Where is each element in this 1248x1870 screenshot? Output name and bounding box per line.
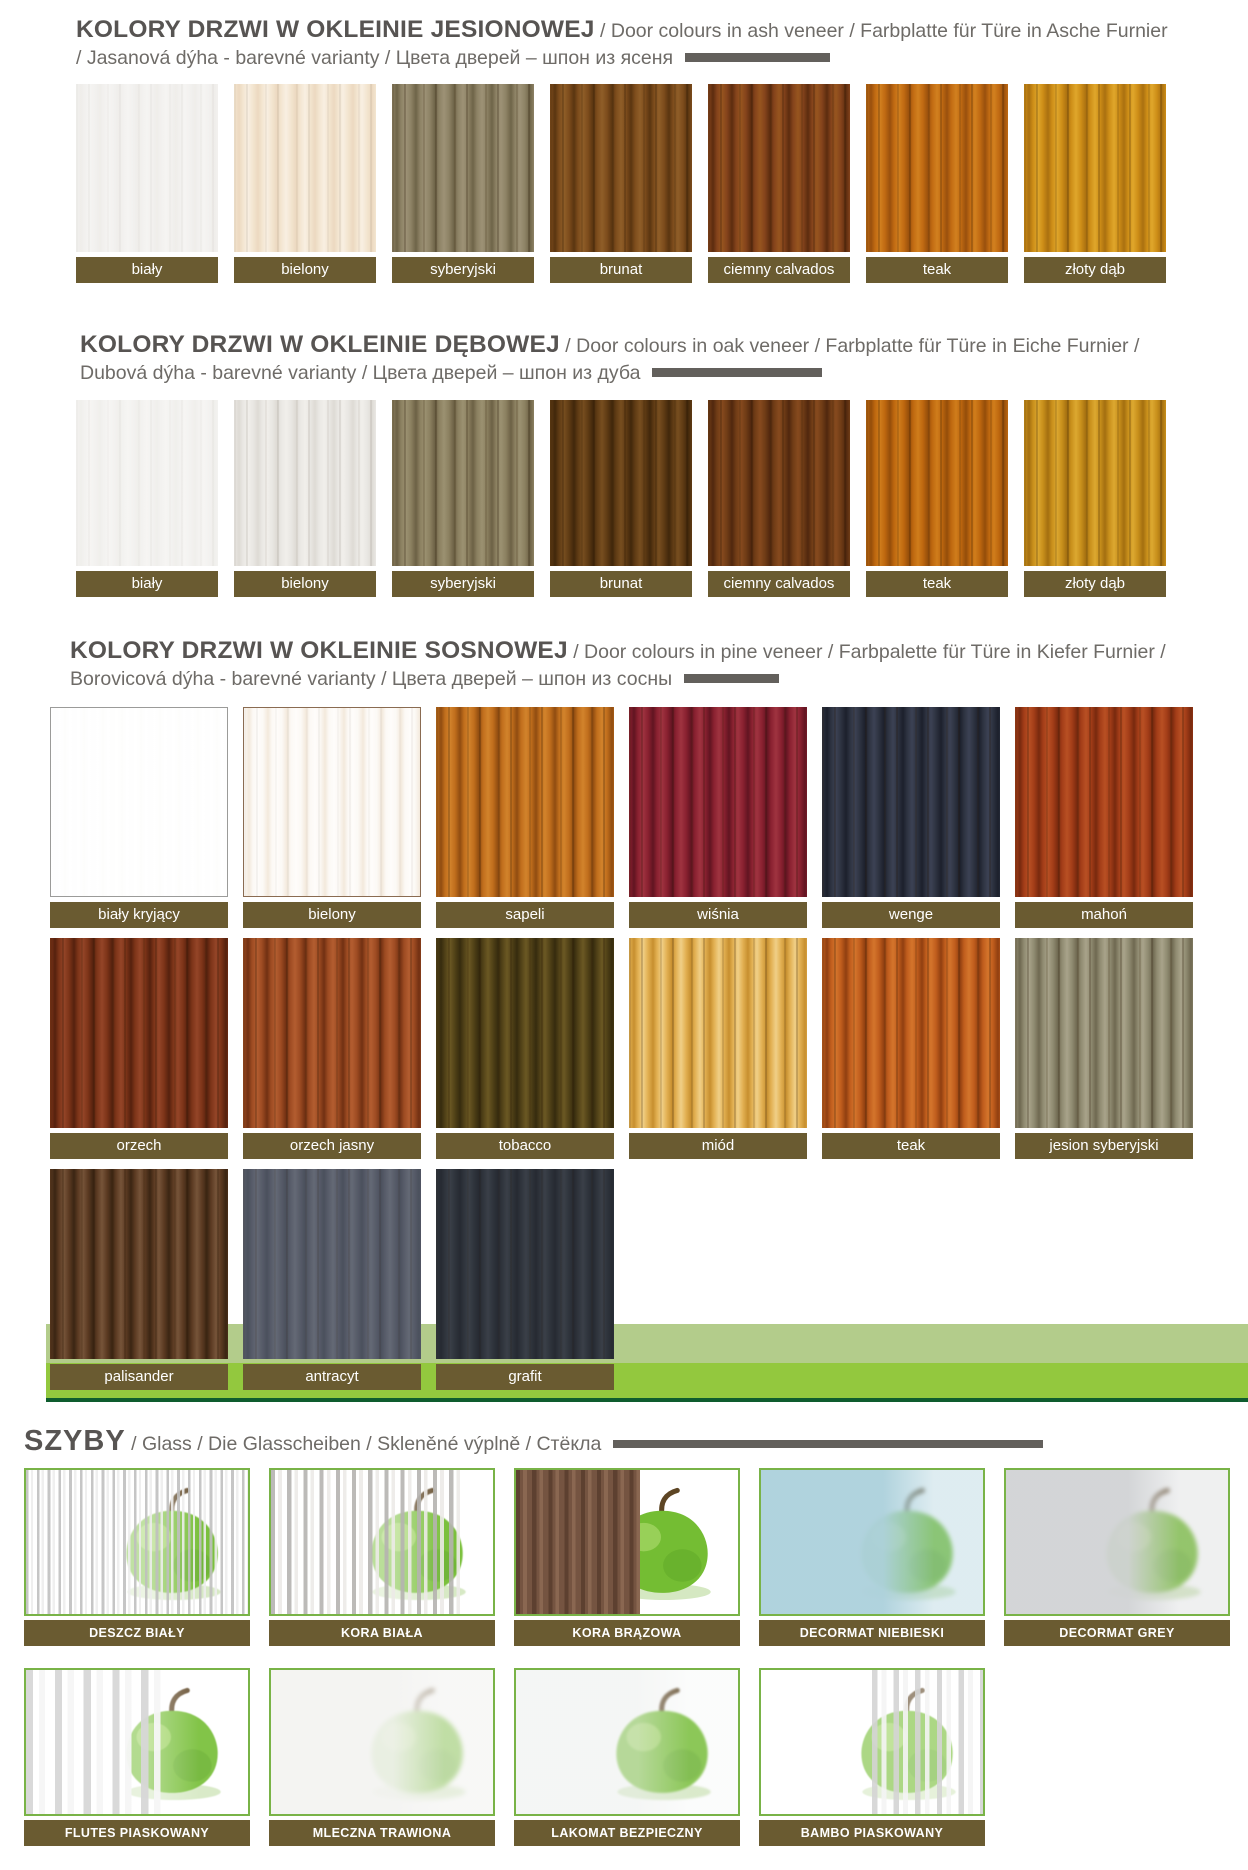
wood-swatch-image: [76, 84, 218, 252]
veneer-swatch-cell: [50, 1169, 228, 1390]
glass-tile-cell: [269, 1668, 495, 1846]
swatch-label: ciemny calvados: [708, 571, 850, 597]
wood-swatch-image: [234, 84, 376, 252]
veneer-swatch-cell: [436, 938, 614, 1159]
glass-tile-cell: [759, 1668, 985, 1846]
veneer-swatch-cell: [1015, 707, 1193, 928]
glass-tile-cell: [514, 1468, 740, 1646]
glass-label: DESZCZ BIAŁY: [24, 1620, 250, 1646]
wood-swatch-image: [234, 400, 376, 566]
glass-label: KORA BRĄZOWA: [514, 1620, 740, 1646]
wood-swatch-image: [708, 84, 850, 252]
ash-swatch-row: [76, 84, 1248, 283]
pine-swatch-row-3: [50, 1169, 1208, 1390]
glass-label: FLUTES PIASKOWANY: [24, 1820, 250, 1846]
swatch-label: bielony: [234, 257, 376, 283]
wood-swatch-image: [243, 938, 421, 1128]
pine-bottom-row-with-band: [50, 1169, 1208, 1405]
glass-texture: [872, 1670, 983, 1814]
swatch-label: tobacco: [436, 1133, 614, 1159]
veneer-swatch-cell: [708, 84, 850, 283]
swatch-label: jesion syberyjski: [1015, 1133, 1193, 1159]
swatch-label: sapeli: [436, 902, 614, 928]
veneer-swatch-cell: [392, 84, 534, 283]
veneer-swatch-cell: [243, 1169, 421, 1390]
section-ash-title-bold: KOLORY DRZWI W OKLEINIE JESIONOWEJ: [76, 16, 595, 43]
wood-swatch-image: [550, 84, 692, 252]
green-band-dark-line: [46, 1398, 1248, 1402]
wood-swatch-image: [708, 400, 850, 566]
section-glass-title: [24, 1425, 1224, 1458]
veneer-swatch-cell: [392, 400, 534, 597]
swatch-label: grafit: [436, 1364, 614, 1390]
wood-swatch-image: [866, 84, 1008, 252]
swatch-label: wiśnia: [629, 902, 807, 928]
swatch-label: brunat: [550, 257, 692, 283]
glass-tile: [269, 1468, 495, 1616]
wood-swatch-image: [1015, 938, 1193, 1128]
glass-texture: [26, 1670, 164, 1814]
veneer-swatch-cell: [629, 938, 807, 1159]
swatch-label: mahoń: [1015, 902, 1193, 928]
oak-swatch-row: [76, 400, 1248, 597]
glass-tile: [269, 1668, 495, 1816]
veneer-swatch-cell: [436, 707, 614, 928]
pine-swatch-row-1: [50, 707, 1248, 928]
swatch-label: biały kryjący: [50, 902, 228, 928]
section-ash-title-rest: / Door colours in ash veneer / Farbplatte für Türe in Asche Furnier / Jasanová dýha - barevné varianty / Цвета дверей – шпон из ясеня: [76, 20, 1168, 70]
veneer-swatch-cell: [1024, 84, 1166, 283]
swatch-label: ciemny calvados: [708, 257, 850, 283]
glass-label: DECORMAT GREY: [1004, 1620, 1230, 1646]
section-pine-title-rest: / Door colours in pine veneer / Farbpalette für Türe in Kiefer Furnier / Borovicová dýha - barevné varianty / Цвета дверей – шпон из сосны: [70, 641, 1166, 691]
veneer-swatch-cell: [234, 400, 376, 597]
swatch-label: orzech jasny: [243, 1133, 421, 1159]
swatch-label: bielony: [243, 902, 421, 928]
veneer-swatch-cell: [866, 400, 1008, 597]
section-oak-veneer: [0, 329, 1248, 597]
wood-swatch-image: [243, 1169, 421, 1359]
veneer-swatch-cell: [550, 84, 692, 283]
swatch-label: bielony: [234, 571, 376, 597]
wood-swatch-image: [629, 707, 807, 897]
veneer-swatch-cell: [76, 84, 218, 283]
glass-tile: [24, 1668, 250, 1816]
wood-swatch-image: [822, 938, 1000, 1128]
glass-texture: [271, 1470, 460, 1614]
veneer-swatch-cell: [436, 1169, 614, 1390]
section-oak-title-rest: / Door colours in oak veneer / Farbplatte für Türe in Eiche Furnier / Dubová dýha - barevné varianty / Цвета дверей – шпон из дуба: [80, 335, 1140, 385]
glass-tile-cell: [514, 1668, 740, 1846]
glass-tile: [24, 1468, 250, 1616]
wood-swatch-image: [1024, 84, 1166, 252]
wood-swatch-image: [392, 84, 534, 252]
glass-row-2: [24, 1668, 1248, 1846]
glass-label: DECORMAT NIEBIESKI: [759, 1620, 985, 1646]
glass-label: BAMBO PIASKOWANY: [759, 1820, 985, 1846]
pine-swatch-row-2: [50, 938, 1248, 1159]
glass-tile-cell: [24, 1468, 250, 1646]
glass-tint-overlay: [1006, 1470, 1228, 1614]
veneer-swatch-cell: [822, 938, 1000, 1159]
section-pine-title-bold: KOLORY DRZWI W OKLEINIE SOSNOWEJ: [70, 637, 568, 665]
veneer-swatch-cell: [50, 938, 228, 1159]
swatch-label: złoty dąb: [1024, 257, 1166, 283]
veneer-swatch-cell: [50, 707, 228, 928]
glass-texture: [26, 1470, 248, 1614]
wood-swatch-image: [822, 707, 1000, 897]
wood-swatch-image: [550, 400, 692, 566]
swatch-label: syberyjski: [392, 257, 534, 283]
glass-tile: [1004, 1468, 1230, 1616]
swatch-label: wenge: [822, 902, 1000, 928]
section-oak-title-bold: KOLORY DRZWI W OKLEINIE DĘBOWEJ: [80, 331, 560, 359]
wood-swatch-image: [392, 400, 534, 566]
wood-swatch-image: [243, 707, 421, 897]
wood-swatch-image: [866, 400, 1008, 566]
swatch-label: złoty dąb: [1024, 571, 1166, 597]
wood-swatch-image: [629, 938, 807, 1128]
wood-swatch-image: [1024, 400, 1166, 566]
veneer-swatch-cell: [550, 400, 692, 597]
wood-swatch-image: [50, 707, 228, 897]
title-underline-bar: [652, 368, 822, 377]
veneer-swatch-cell: [629, 707, 807, 928]
wood-swatch-image: [436, 938, 614, 1128]
glass-tile: [514, 1468, 740, 1616]
veneer-swatch-cell: [234, 84, 376, 283]
veneer-swatch-cell: [243, 938, 421, 1159]
glass-row-1: [24, 1468, 1248, 1646]
glass-label: KORA BIAŁA: [269, 1620, 495, 1646]
glass-tile: [759, 1468, 985, 1616]
glass-label: LAKOMAT BEZPIECZNY: [514, 1820, 740, 1846]
glass-tint-overlay: [761, 1470, 983, 1614]
glass-tile: [514, 1668, 740, 1816]
glass-tile-cell: [24, 1668, 250, 1846]
swatch-label: teak: [866, 571, 1008, 597]
wood-swatch-image: [50, 938, 228, 1128]
veneer-swatch-cell: [1024, 400, 1166, 597]
swatch-label: teak: [822, 1133, 1000, 1159]
veneer-swatch-cell: [822, 707, 1000, 928]
swatch-label: miód: [629, 1133, 807, 1159]
swatch-label: orzech: [50, 1133, 228, 1159]
wood-swatch-image: [1015, 707, 1193, 897]
title-underline-bar: [684, 674, 779, 683]
glass-tint-overlay: [271, 1670, 493, 1814]
swatch-label: teak: [866, 257, 1008, 283]
glass-label: MLECZNA TRAWIONA: [269, 1820, 495, 1846]
section-pine-veneer: [0, 635, 1248, 1405]
section-glass-title-rest: / Glass / Die Glasscheiben / Skleněné výplně / Стёкла: [131, 1433, 602, 1456]
veneer-swatch-cell: [1015, 938, 1193, 1159]
section-glass-title-bold: SZYBY: [24, 1425, 126, 1458]
section-glass: [0, 1425, 1248, 1846]
section-ash-veneer: [0, 14, 1248, 283]
veneer-swatch-cell: [76, 400, 218, 597]
title-underline-bar: [685, 53, 830, 62]
section-ash-title: [76, 14, 1171, 72]
glass-tile-cell: [269, 1468, 495, 1646]
title-underline-bar: [613, 1440, 1043, 1448]
glass-tile-cell: [759, 1468, 985, 1646]
wood-swatch-image: [76, 400, 218, 566]
swatch-label: palisander: [50, 1364, 228, 1390]
glass-tint-overlay: [516, 1670, 738, 1814]
veneer-swatch-cell: [708, 400, 850, 597]
section-oak-title: [80, 329, 1175, 387]
section-pine-title: [70, 635, 1190, 693]
swatch-label: syberyjski: [392, 571, 534, 597]
wood-swatch-image: [436, 1169, 614, 1359]
wood-swatch-image: [50, 1169, 228, 1359]
swatch-label: biały: [76, 257, 218, 283]
wood-swatch-image: [436, 707, 614, 897]
glass-tile-cell: [1004, 1468, 1230, 1646]
veneer-swatch-cell: [866, 84, 1008, 283]
swatch-label: brunat: [550, 571, 692, 597]
swatch-label: biały: [76, 571, 218, 597]
veneer-swatch-cell: [243, 707, 421, 928]
swatch-label: antracyt: [243, 1364, 421, 1390]
glass-texture: [516, 1470, 640, 1614]
glass-tile: [759, 1668, 985, 1816]
